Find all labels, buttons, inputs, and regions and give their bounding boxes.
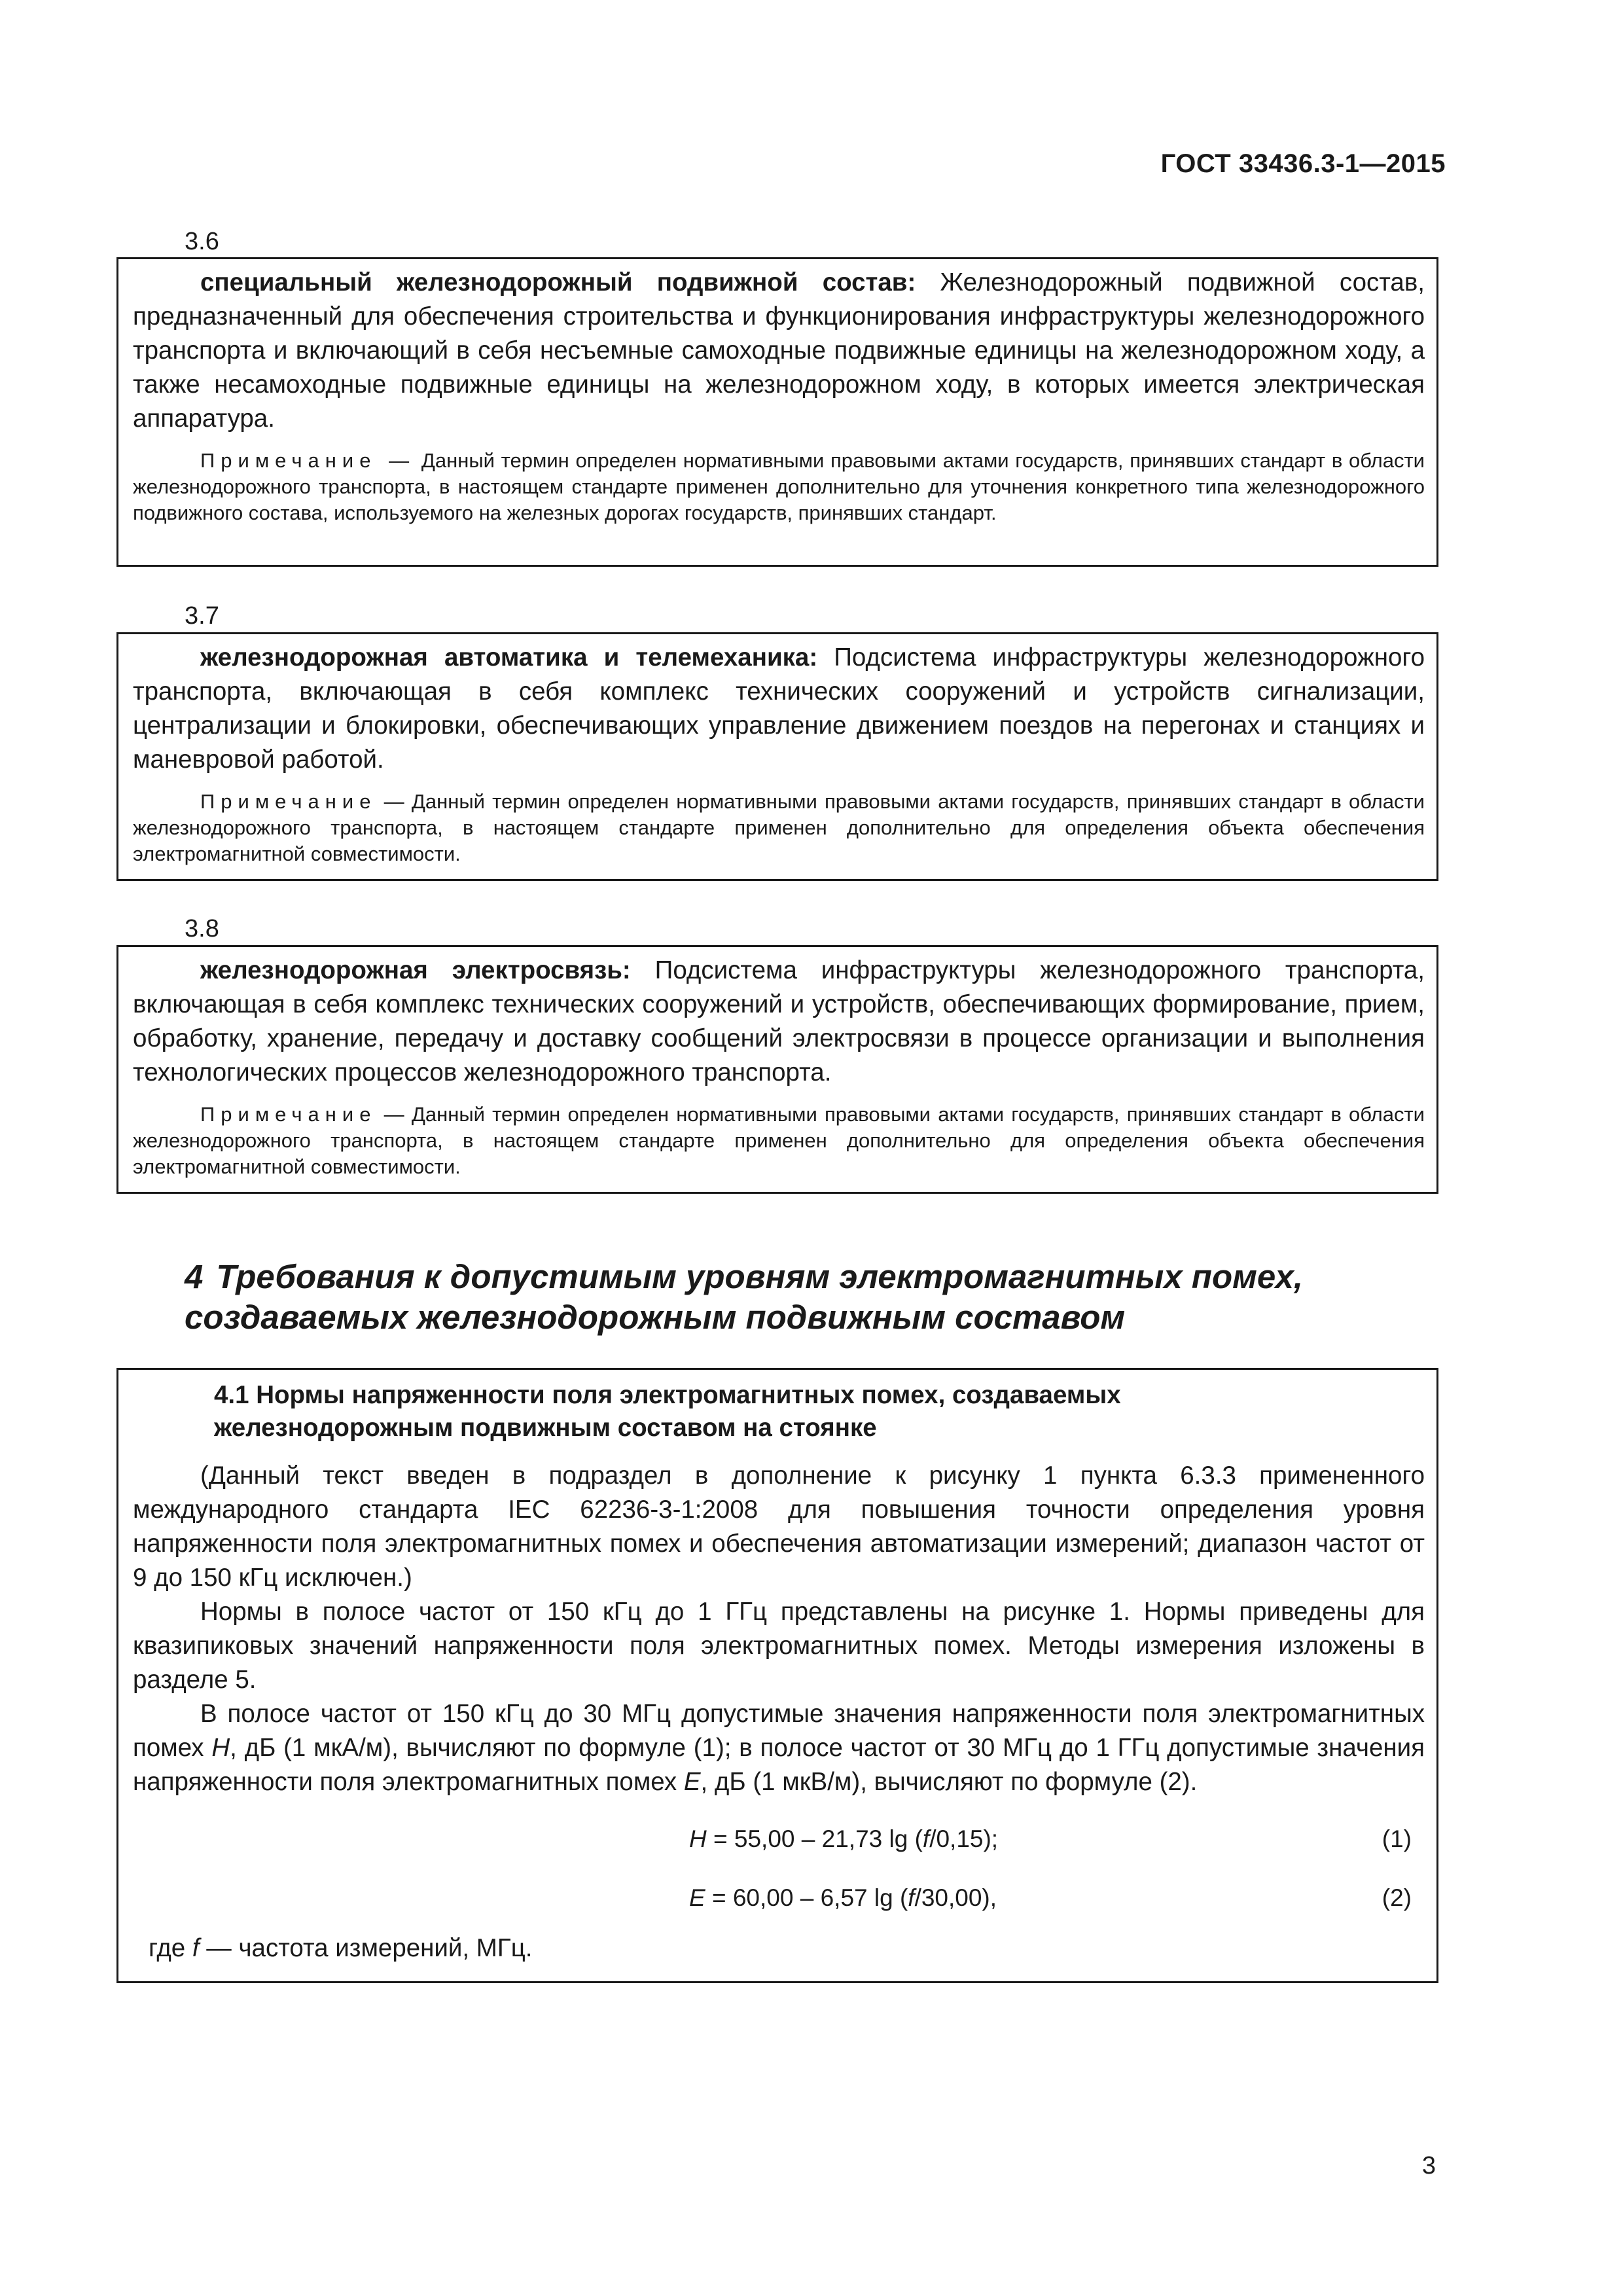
formula-1 bbox=[689, 1825, 998, 1853]
section-title-line2: создаваемых железнодорожным подвижным составом bbox=[185, 1299, 1126, 1336]
formula-text: /30,00), bbox=[914, 1884, 997, 1911]
formula-text: /0,15); bbox=[929, 1825, 999, 1852]
note-text: — Данный термин определен нормативными правовыми актами государств, принявших стандарт в области железнодорожного транспорта, в настоящем стандарте применен дополнительно для определения объекта обеспечения электромагнитной совместимости. bbox=[133, 790, 1425, 865]
term-name: железнодорожная электросвязь: bbox=[200, 956, 631, 984]
term-definition-text: Подсистема инфраструктуры железнодорожного транспорта, включающая в себя комплекс технических сооружений и устройств сигнализации, централизации и блокировки, обеспечивающих управление движением поездов на перегонах и станциях и маневровой работой. bbox=[133, 643, 1425, 774]
term-definition bbox=[133, 954, 1425, 1090]
page-number: 3 bbox=[1421, 2152, 1436, 2179]
formula-variable: f bbox=[908, 1884, 915, 1911]
variable-f: f bbox=[192, 1934, 200, 1962]
variable-h: H bbox=[211, 1734, 230, 1762]
term-name: специальный железнодорожный подвижной состав: bbox=[200, 268, 916, 296]
term-note bbox=[133, 789, 1425, 867]
text-run: , дБ (1 мкА/м), вычисляют по формуле (1); в полосе частот от 30 МГц до 1 ГГц допустимые значения напряженности поля электромагнитных помех bbox=[133, 1734, 1425, 1796]
term-box bbox=[116, 945, 1438, 1194]
formula-number: (1) bbox=[1382, 1825, 1412, 1852]
note-label: Примечание — bbox=[200, 449, 416, 472]
section-number: 4 bbox=[185, 1258, 204, 1295]
subsection-title-line1: 4.1 Нормы напряженности поля электромагнитных помех, создаваемых bbox=[214, 1381, 1121, 1409]
formula-variable: H bbox=[689, 1825, 707, 1852]
text-run: где bbox=[149, 1934, 192, 1962]
document-id-header: ГОСТ 33436.3-1—2015 bbox=[1160, 149, 1446, 178]
section-title-line1: Требования к допустимым уровням электромагнитных помех, bbox=[216, 1258, 1304, 1295]
formula-2 bbox=[689, 1884, 997, 1912]
subsection-box bbox=[116, 1368, 1438, 1983]
formula-variable: E bbox=[689, 1884, 705, 1911]
text-run: — частота измерений, МГц. bbox=[199, 1934, 533, 1962]
term-definition bbox=[133, 266, 1425, 436]
note-text: — Данный термин определен нормативными правовыми актами государств, принявших стандарт в области железнодорожного транспорта, в настоящем стандарте применен дополнительно для определения объекта обеспечения электромагнитной совместимости. bbox=[133, 1103, 1425, 1178]
term-number: 3.6 bbox=[185, 228, 219, 255]
term-name: железнодорожная автоматика и телемеханика: bbox=[200, 643, 818, 672]
section-heading bbox=[185, 1257, 1303, 1338]
subsection-heading bbox=[133, 1379, 1425, 1444]
text-run: В полосе частот от 150 кГц до 30 МГц допустимые значения напряженности поля электромагнитных помех bbox=[133, 1700, 1425, 1762]
term-box bbox=[116, 632, 1438, 881]
formula-number: (2) bbox=[1382, 1884, 1412, 1911]
formula-variable: f bbox=[922, 1825, 930, 1852]
term-definition-text: Подсистема инфраструктуры железнодорожного транспорта, включающая в себя комплекс технических сооружений и устройств, обеспечивающих формирование, прием, обработку, хранение, передачу и доставку сообщений электросвязи в процессе организации и выполнения технологических процессов железнодорожного транспорта. bbox=[133, 956, 1425, 1086]
note-label: Примечание bbox=[200, 1103, 377, 1126]
term-note bbox=[133, 448, 1425, 526]
paragraph: (Данный текст введен в подраздел в дополнение к рисунку 1 пункта 6.3.3 примененного международного стандарта IEC 62236-3-1:2008 для повышения точности определения уровня напряженности поля электромагнитных помех и обеспечения автоматизации измерений; диапазон частот от 9 до 150 кГц исключен.) bbox=[133, 1462, 1425, 1592]
term-definition-text: Железнодорожный подвижной состав, предназначенный для обеспечения строительства и функционирования инфраструктуры железнодорожного транспорта и включающий в себя несъемные самоходные подвижные единицы на железнодорожном ходу, а также несамоходные подвижные единицы на железнодорожном ходу, в которых имеется электрическая аппаратура. bbox=[133, 268, 1425, 433]
note-text: Данный термин определен нормативными правовыми актами государств, принявших стандарт в области железнодорожного транспорта, в настоящем стандарте применен дополнительно для уточнения конкретного типа железнодорожного подвижного состава, используемого на железных дорогах государств, принявших стандарт. bbox=[133, 449, 1425, 524]
term-number: 3.7 bbox=[185, 602, 219, 630]
term-number: 3.8 bbox=[185, 915, 219, 942]
term-box bbox=[116, 257, 1438, 567]
formula-row bbox=[133, 1811, 1425, 1870]
paragraph bbox=[133, 1697, 1425, 1799]
paragraph: Нормы в полосе частот от 150 кГц до 1 ГГц представлены на рисунке 1. Нормы приведены для квазипиковых значений напряженности поля электромагнитных помех. Методы измерения изложены в разделе 5. bbox=[133, 1598, 1425, 1694]
formula-text: = 55,00 – 21,73 lg ( bbox=[706, 1825, 923, 1852]
note-label: Примечание bbox=[200, 790, 377, 813]
formula-where-clause bbox=[149, 1934, 1425, 1963]
subsection-title-line2: железнодорожным подвижным составом на стоянке bbox=[214, 1414, 877, 1442]
text-run: , дБ (1 мкВ/м), вычисляют по формуле (2). bbox=[700, 1768, 1198, 1796]
term-definition bbox=[133, 641, 1425, 777]
formula-row bbox=[133, 1870, 1425, 1929]
formula-text: = 60,00 – 6,57 lg ( bbox=[705, 1884, 908, 1911]
variable-e: E bbox=[683, 1768, 701, 1796]
term-note bbox=[133, 1102, 1425, 1180]
